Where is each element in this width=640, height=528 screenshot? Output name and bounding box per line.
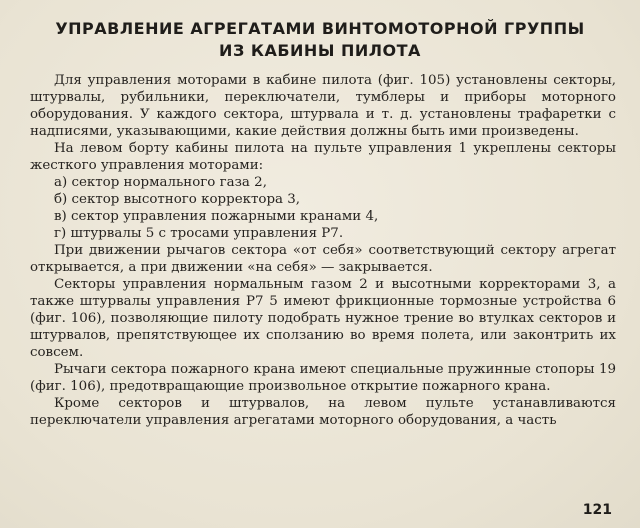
chapter-title-line-2: ИЗ КАБИНЫ ПИЛОТА [219, 41, 421, 60]
paragraph-6: Кроме секторов и штурвалов, на левом пульте устанавливаются переключатели управления агрегатами моторного оборудования, а часть [30, 396, 616, 428]
list-item: б) сектор высотного корректора 3, [54, 192, 301, 207]
paragraph-4: Секторы управления нормальным газом 2 и высотными корректорами 3, а также штурвалы управления Р7 5 имеют фрикционные тормозные устройства 6 (фиг. 106), позволяющие пилоту подобрать нужное трение во втулках секторов и штурвалов, препятствующее их сползанию во время полета, или законтрить их совсем. [30, 277, 616, 360]
list-item: а) сектор нормального газа 2, [54, 175, 267, 190]
chapter-title [0, 18, 640, 62]
list-item: г) штурвалы 5 с тросами управления Р7. [54, 226, 344, 241]
chapter-title-line-1: УПРАВЛЕНИЕ АГРЕГАТАМИ ВИНТОМОТОРНОЙ ГРУППЫ [55, 19, 585, 38]
sector-list [30, 174, 616, 242]
paragraph-5: Рычаги сектора пожарного крана имеют специальные пружинные стопоры 19 (фиг. 106), предотвращающие произвольное открытие пожарного крана. [30, 362, 616, 394]
page-body-text [30, 72, 616, 429]
page-number: 121 [582, 502, 612, 518]
paragraph-1: Для управления моторами в кабине пилота (фиг. 105) установлены секторы, штурвалы, рубильники, переключатели, тумблеры и приборы моторного оборудования. У каждого сектора, штурвала и т. д. установлены трафаретки с надписями, указывающими, какие действия должны быть ими произведены. [30, 73, 616, 139]
list-item: в) сектор управления пожарными кранами 4, [54, 209, 379, 224]
paragraph-2: На левом борту кабины пилота на пульте управления 1 укреплены секторы жесткого управления моторами: [30, 141, 616, 173]
paragraph-3: При движении рычагов сектора «от себя» соответствующий сектору агрегат открывается, а при движении «на себя» — закрывается. [30, 243, 616, 275]
